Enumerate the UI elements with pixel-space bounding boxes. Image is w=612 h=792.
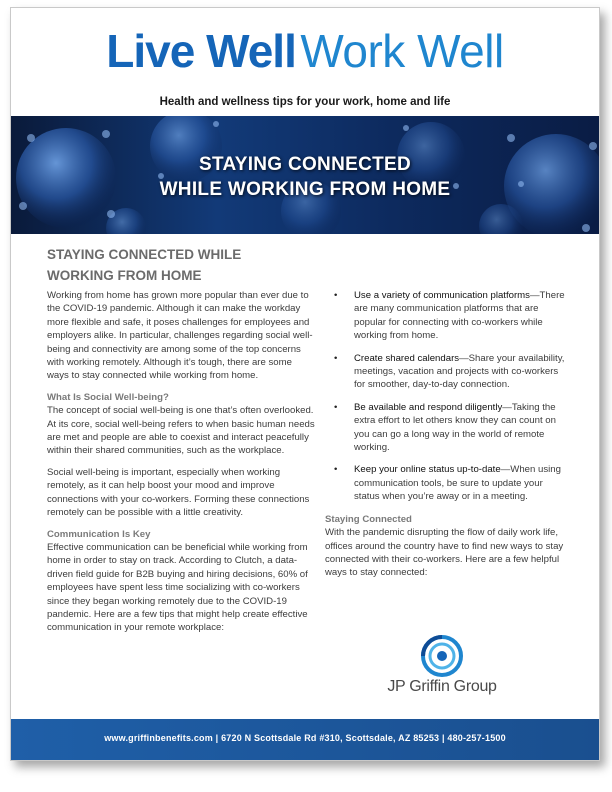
social-wellbeing-paragraph-1: The concept of social well-being is one that’s often overlooked. At its core, social well-being refers to when basic human needs are met and people are able to coexist and interact peacefully within their shared communities, such as the workplace. bbox=[47, 405, 315, 457]
tips-list bbox=[325, 289, 565, 504]
section-heading-social-wellbeing: What Is Social Well-being? bbox=[47, 391, 169, 403]
bullet-icon: • bbox=[334, 290, 338, 301]
masthead-bold: Live Well bbox=[106, 25, 296, 77]
hero-title bbox=[11, 152, 599, 202]
tip-text: —There are many communication platforms that are popular for connecting with co-workers while working from home. bbox=[354, 290, 565, 342]
logo-wordmark: JP Griffin Group bbox=[387, 678, 497, 695]
bullet-icon: • bbox=[334, 401, 338, 413]
footer-contact: www.griffinbenefits.com | 6720 N Scottsdale Rd #310, Scottsdale, AZ 85253 | 480-257-1500 bbox=[104, 733, 506, 743]
tip-lead: Keep your online status up-to-date bbox=[354, 464, 501, 476]
jp-griffin-logo bbox=[367, 634, 517, 706]
section-heading-communication: Communication Is Key bbox=[47, 528, 151, 540]
hero-banner bbox=[11, 116, 599, 234]
tip-text: —Share your availability, meetings, vacation and projects with co-workers for smoother, day-to-day connection. bbox=[354, 352, 565, 391]
list-item bbox=[334, 401, 565, 455]
staying-connected-paragraph: With the pandemic disrupting the flow of daily work life, offices around the country have to find new ways to stay connected with their co-workers. Here are a few helpful ways to stay connected: bbox=[325, 527, 564, 579]
right-column bbox=[325, 289, 565, 588]
communication-paragraph: Effective communication can be beneficial while working from home in order to stay on track. According to Clutch, a data-driven field guide for B2B buying and hiring decisions, 60% of employees have spent less time socializing with co-workers since they began working remotely due to the COVID-19 pandemic. Here are a few tips that might help create effective communication in your remote workplace: bbox=[47, 541, 308, 634]
social-wellbeing-paragraph-2: Social well-being is important, especially when working remotely, as it can help boost your mood and improve connections with your co-workers. Forming these connections remotely can be possible with a little creativity. bbox=[47, 466, 310, 519]
intro-paragraph: Working from home has grown more popular than ever due to the COVID-19 pandemic. Although it can make the workday more flexible and safe, it poses challenges for employees and employers alike. In particular, challenges regarding social well-being and connectivity are among some of the top concerns with working remotely. Although it’s tough, there are some ways to stay connected while working from home. bbox=[47, 290, 313, 382]
bullet-icon: • bbox=[334, 352, 338, 364]
tagline: Health and wellness tips for your work, home and life bbox=[159, 96, 451, 108]
swirl-logo-icon bbox=[367, 634, 517, 678]
masthead bbox=[11, 24, 599, 78]
hero-title-line2: WHILE WORKING FROM HOME bbox=[159, 179, 451, 200]
article-title-line1: STAYING CONNECTED WHILE bbox=[47, 247, 242, 262]
newsletter-page bbox=[10, 7, 600, 761]
hero-title-line1: STAYING CONNECTED bbox=[198, 154, 411, 175]
tip-lead: Use a variety of communication platforms bbox=[354, 290, 530, 301]
tip-lead: Be available and respond diligently bbox=[354, 401, 503, 413]
section-heading-staying-connected: Staying Connected bbox=[325, 513, 412, 525]
list-item bbox=[334, 352, 565, 392]
footer-bar bbox=[11, 719, 599, 760]
tip-text: —Taking the extra effort to let others know they can count on you can go a long way in the world of remote working. bbox=[354, 401, 556, 454]
article-title bbox=[47, 244, 307, 286]
left-column bbox=[47, 289, 315, 643]
masthead-light: Work Well bbox=[300, 25, 504, 77]
bullet-icon: • bbox=[334, 464, 338, 476]
article-title-line2: WORKING FROM HOME bbox=[47, 268, 202, 283]
list-item bbox=[334, 463, 565, 503]
list-item bbox=[334, 289, 565, 343]
tip-text: —When using communication tools, be sure to update your status when you’re away or in a meeting. bbox=[354, 464, 561, 503]
tip-lead: Create shared calendars bbox=[354, 352, 460, 364]
